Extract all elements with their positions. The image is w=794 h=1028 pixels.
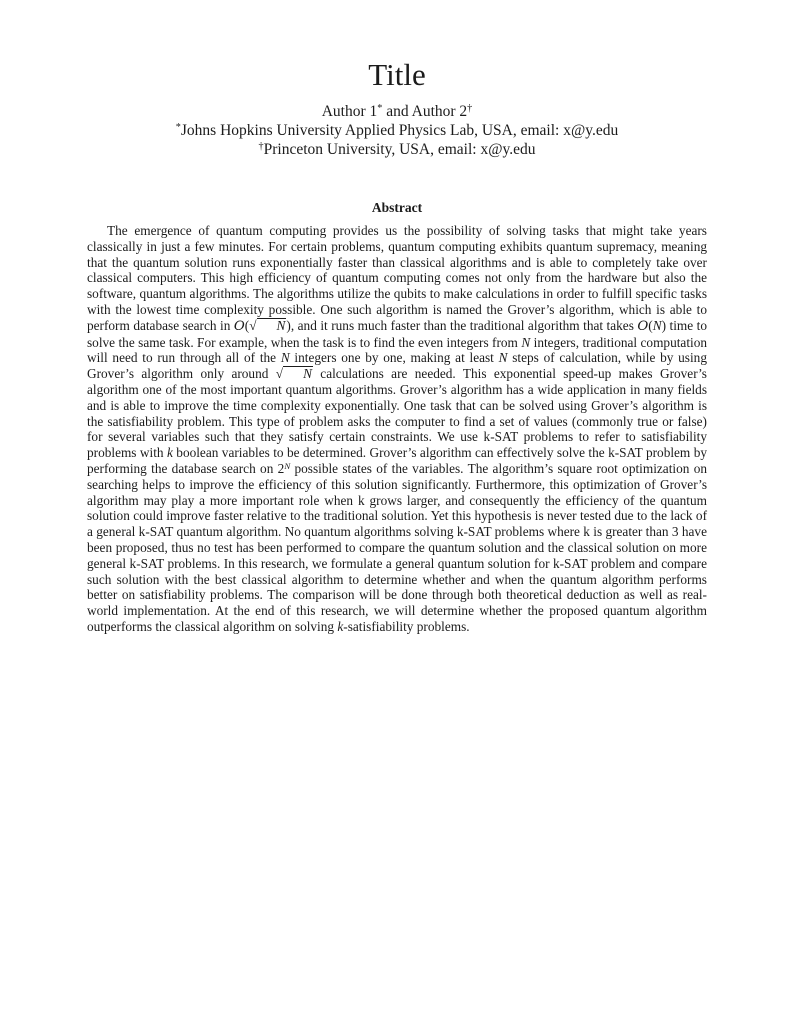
- paper-title: Title: [368, 57, 426, 92]
- abstract-heading: Abstract: [371, 200, 423, 215]
- abstract-text: The emergence of quantum computing provides us the possibility of solving tasks that might take years classically in just a few minutes. For certain problems, quantum computing exhibits quantum supremacy, meaning that the quantum solution runs exponentially faster than classical algorithms and is able to completely take over classical computers. This high efficiency of quantum computing comes not only from the hardware but also the software, quantum algorithms. The algorithms utilize the qubits to make calculations in order to fulfill specific tasks with the lowest time complexity possible. One such algorithm is named the Grover’s algorithm, which is able to perform database search in O(√ N), and it runs much faster than the traditional algorithm that takes O(N) time to solve the same task. For example, when the task is to find the even integers from N integers, traditional computation will need to run through all of the N integers one by one, making at least N steps of calculation, while by using Grover’s algorithm only around √ N calculations are needed. This exponential speed-up makes Grover’s algorithm one of the most important quantum algorithms. Grover’s algorithm has a wide application in many fields and is able to improve the time complexity exponentially. One task that can be solved using Grover’s algorithm is the satisfiability problem. This type of problem asks the computer to find a set of values (commonly true or false) for several variables such that they satisfy certain constraints. We use k-SAT problems to refer to satisfiability problems with k boolean variables to be determined. Grover’s algorithm can effectively solve the k-SAT problem by performing the database search on $2^N$ possible states of the variables. The algorithm’s square root optimization on searching helps to improve the efficiency of this solution significantly. Furthermore, this optimization of Grover’s algorithm may play a more important role when k grows larger, and consequently the efficiency of the quantum solution could improve faster relative to the traditional solution. Yet this hypothesis is never tested due to the lack of a general k-SAT quantum algorithm. No quantum algorithms solving k-SAT problems where k is greater than 3 have been proposed, thus no test has been performed to compare the quantum solution and the classical solution on more general k-SAT problems. In this research, we formulate a general quantum solution for k-SAT problem and compare such solution with the best classical algorithm to determine whether and when the quantum algorithm performs better on satisfiability problems. The comparison will be done through both theoretical deduction as well as real-world implementation. At the end of this research, we will determine whether the proposed quantum algorithm outperforms the classical algorithm on solving k-satisfiability problems.: [87, 223, 708, 635]
- author-line: Author 1* and Author 2†: [321, 103, 473, 120]
- affiliation-line-2: †Princeton University, USA, email: x@y.edu: [258, 141, 536, 158]
- affiliation-line-1: *Johns Hopkins University Applied Physics Lab, USA, email: x@y.edu: [175, 122, 619, 139]
- paper-content: [87, 0, 707, 635]
